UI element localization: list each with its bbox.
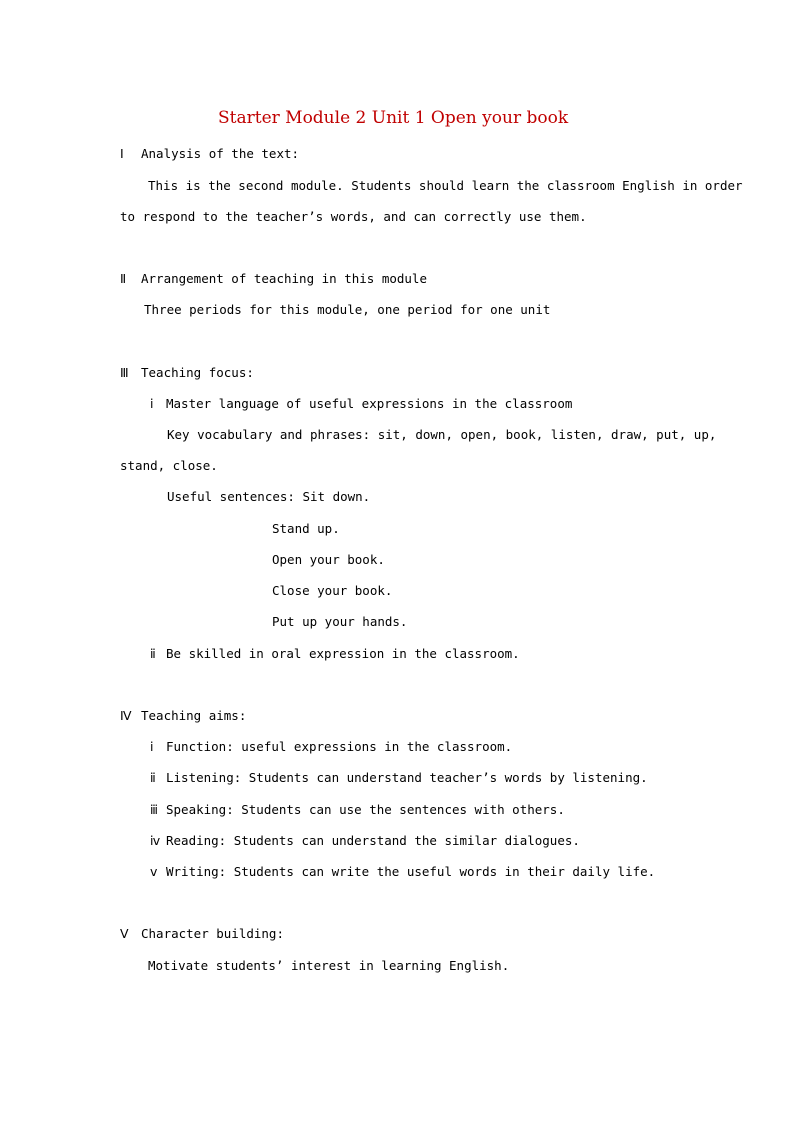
section-5-marker: Ⅴ [120, 926, 129, 941]
aim-item-marker: ⅰ [150, 739, 154, 754]
aim-item [150, 833, 580, 849]
aim-item [150, 739, 512, 755]
aim-item [150, 770, 648, 786]
useful-sentence: Close your book. [272, 583, 393, 598]
useful-sentence: Put up your hands. [272, 614, 408, 629]
focus-item-1-marker: ⅰ [150, 396, 154, 411]
focus-item-2-marker: ⅱ [150, 646, 156, 661]
section-1-heading [120, 146, 299, 162]
focus-item-2-text: Be skilled in oral expression in the classroom. [166, 646, 520, 661]
section-2-heading-text: Arrangement of teaching in this module [141, 271, 427, 286]
section-3-marker: Ⅲ [120, 365, 129, 380]
aim-item-marker: ⅳ [150, 833, 161, 848]
section-2-marker: Ⅱ [120, 271, 127, 286]
section-5-para: Motivate students’ interest in learning English. [148, 958, 510, 973]
section-2-heading [120, 271, 427, 287]
aim-item-marker: ⅱ [150, 770, 156, 785]
aim-item-text: Speaking: Students can use the sentences with others. [166, 802, 565, 817]
section-1-heading-text: Analysis of the text: [141, 146, 300, 161]
aim-item-text: Writing: Students can write the useful words in their daily life. [166, 864, 656, 879]
section-1-para-line1: This is the second module. Students should learn the classroom English in order [148, 178, 743, 193]
document-title: Starter Module 2 Unit 1 Open your book [218, 108, 569, 128]
focus-item-2 [150, 646, 520, 662]
vocab-line1: Key vocabulary and phrases: sit, down, open, book, listen, draw, put, up, [167, 427, 717, 442]
useful-sentence: Open your book. [272, 552, 385, 567]
section-4-marker: Ⅳ [120, 708, 132, 723]
aim-item-marker: ⅴ [150, 864, 158, 879]
section-1-marker: Ⅰ [120, 146, 124, 161]
section-3-heading [120, 365, 254, 381]
section-4-heading-text: Teaching aims: [141, 708, 247, 723]
section-3-heading-text: Teaching focus: [141, 365, 254, 380]
aim-item [150, 864, 655, 880]
section-5-heading [120, 926, 284, 942]
section-5-heading-text: Character building: [141, 926, 284, 941]
aim-item-text: Reading: Students can understand the similar dialogues. [166, 833, 580, 848]
aim-item-text: Function: useful expressions in the classroom. [166, 739, 513, 754]
focus-item-1-text: Master language of useful expressions in the classroom [166, 396, 573, 411]
vocab-line2: stand, close. [120, 458, 218, 473]
aim-item-text: Listening: Students can understand teacher’s words by listening. [166, 770, 648, 785]
section-4-heading [120, 708, 246, 724]
useful-sentence: Stand up. [272, 521, 340, 536]
section-1-para-line2: to respond to the teacher’s words, and can correctly use them. [120, 209, 587, 224]
useful-sentences-label: Useful sentences: Sit down. [167, 489, 371, 504]
aim-item-marker: ⅲ [150, 802, 158, 817]
section-2-para: Three periods for this module, one period for one unit [144, 302, 551, 317]
focus-item-1 [150, 396, 572, 412]
aim-item [150, 802, 565, 818]
